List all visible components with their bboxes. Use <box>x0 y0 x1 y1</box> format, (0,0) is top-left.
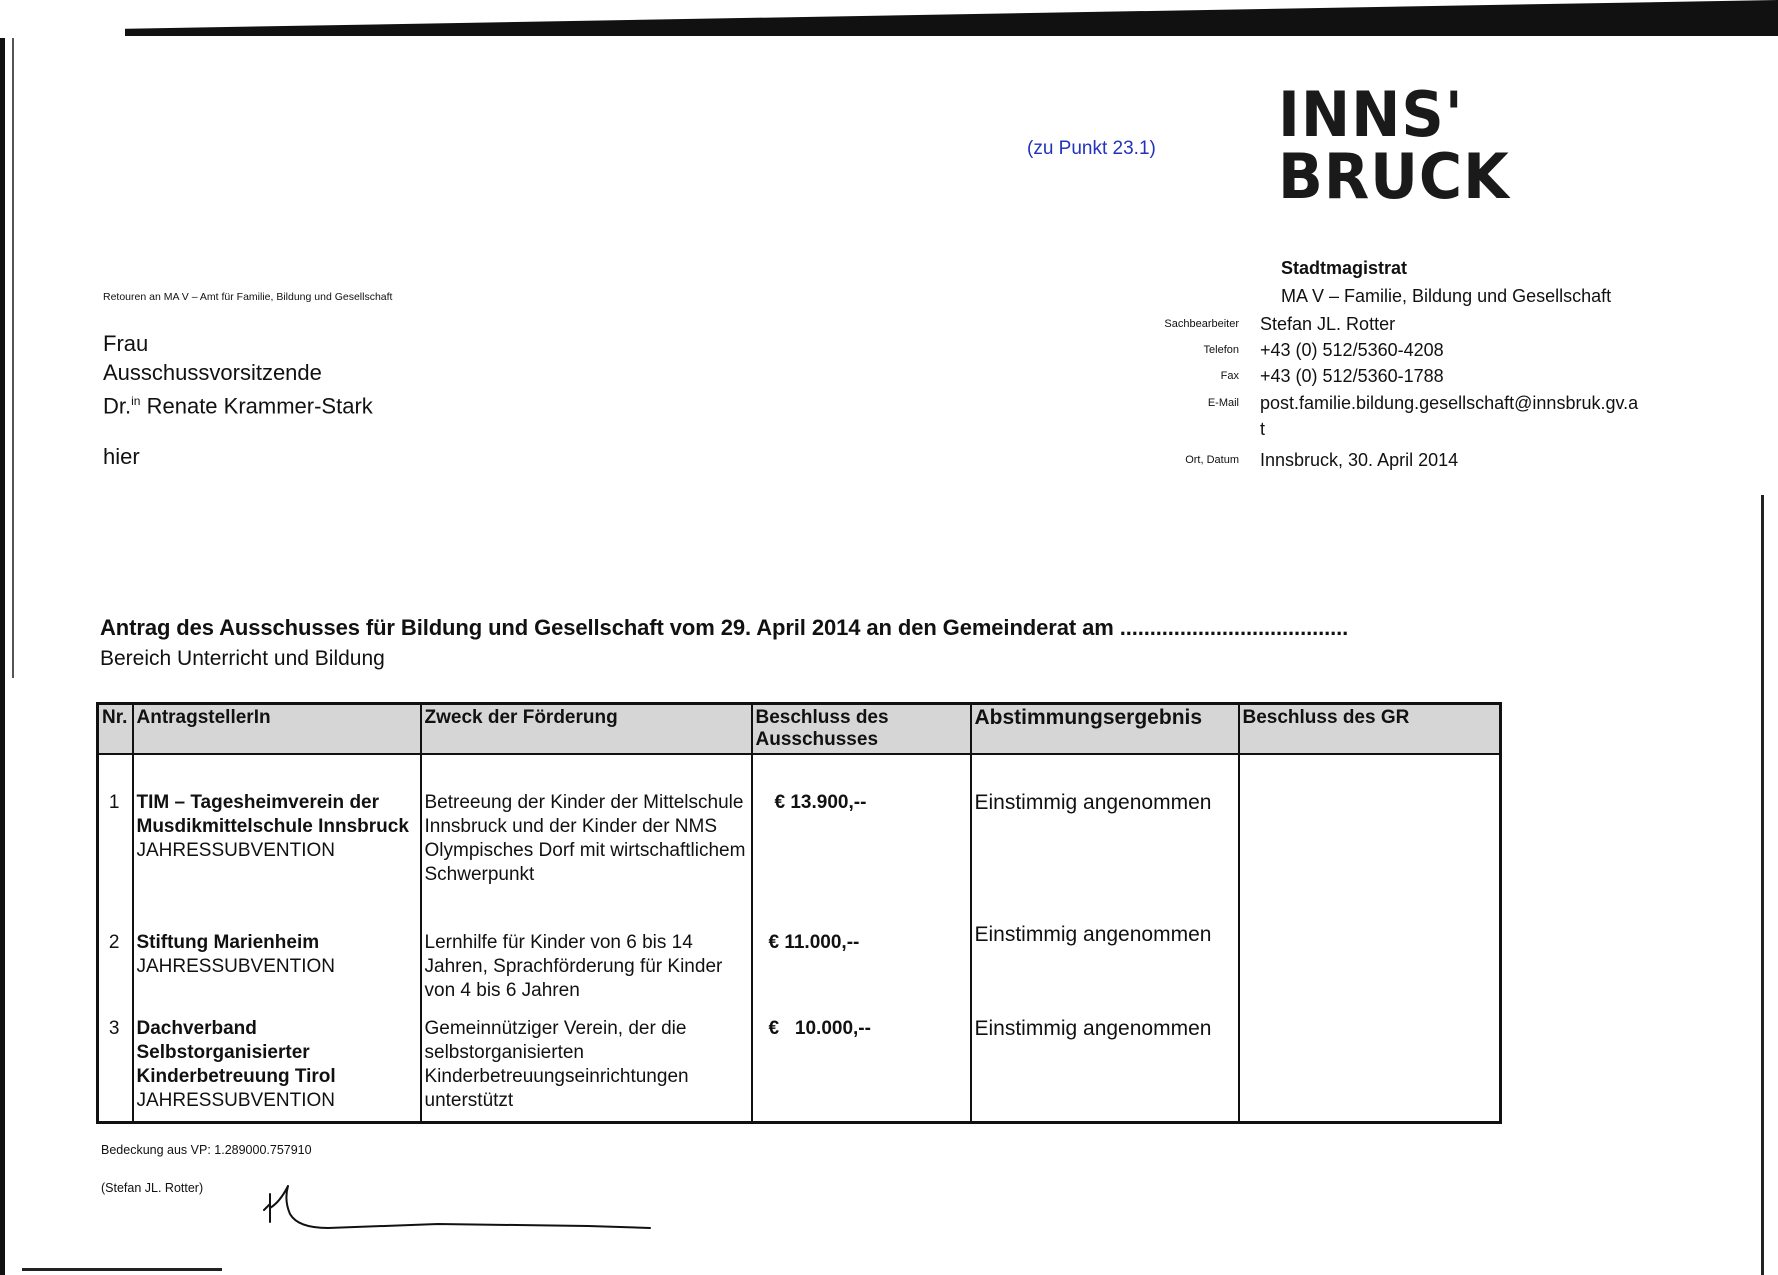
signature-image <box>258 1172 658 1242</box>
info-label: Telefon <box>1203 344 1239 356</box>
logo-line-2: BRUCK <box>1278 140 1510 213</box>
cell-applicant <box>133 1005 421 1123</box>
return-address: Retouren an MA V – Amt für Familie, Bildung und Gesellschaft <box>103 291 393 303</box>
subsidy-table <box>96 702 1502 1124</box>
cell-vote: Einstimmig angenommen <box>971 754 1239 903</box>
header-decision-committee: Beschluss des Ausschusses <box>752 704 971 755</box>
info-row-fax <box>1130 363 1670 389</box>
cell-amount: € 11.000,-- <box>752 903 971 1005</box>
cell-nr: 1 <box>98 754 133 903</box>
cell-applicant <box>133 903 421 1005</box>
cell-gr <box>1239 903 1501 1005</box>
cell-nr: 2 <box>98 903 133 1005</box>
recipient-name-line <box>103 387 373 420</box>
cell-gr <box>1239 1005 1501 1123</box>
scan-left-thin-line <box>12 38 14 678</box>
motion-title: Antrag des Ausschusses für Bildung und Gesellschaft vom 29. April 2014 an den Gemeinderat am ...................................... <box>100 615 1349 640</box>
applicant-type: JAHRESSUBVENTION <box>136 1090 335 1111</box>
budget-coverage: Bedeckung aus VP: 1.289000.757910 <box>101 1143 312 1157</box>
recipient-role: Ausschussvorsitzende <box>103 360 322 385</box>
scan-bottom-line <box>22 1268 222 1271</box>
info-label: E-Mail <box>1207 397 1239 409</box>
info-value: +43 (0) 512/5360-1788 <box>1260 366 1444 386</box>
info-row-phone <box>1130 337 1670 363</box>
applicant-name: TIM – Tagesheimverein der Musdikmittelschule Innsbruck <box>136 792 409 837</box>
office-department: MA V – Familie, Bildung und Gesellschaft <box>1281 286 1612 306</box>
info-row-email <box>1130 390 1670 442</box>
cell-amount: € 10.000,-- <box>752 1005 971 1123</box>
info-value: Innsbruck, 30. April 2014 <box>1260 450 1459 470</box>
motion-subtitle: Bereich Unterricht und Bildung <box>100 647 385 670</box>
recipient-name: Renate Krammer-Stark <box>146 393 373 419</box>
header-purpose: Zweck der Förderung <box>421 704 752 755</box>
table-row <box>98 1005 1501 1123</box>
header-decision-gr: Beschluss des GR <box>1239 704 1501 755</box>
cell-gr <box>1239 754 1501 903</box>
info-value: Stefan JL. Rotter <box>1260 314 1396 334</box>
innsbruck-logo <box>1278 78 1522 213</box>
cell-vote: Einstimmig angenommen <box>971 1005 1239 1123</box>
recipient-salutation: Frau <box>103 331 149 356</box>
cell-purpose: Betreeung der Kinder der Mittelschule Innsbruck und der Kinder der NMS Olympisches Dorf mit wirtschaftlichem Schwerpunkt <box>421 754 752 903</box>
scan-right-edge <box>1761 495 1764 1275</box>
header-applicant: AntragstellerIn <box>133 704 421 755</box>
recipient-title: Dr. <box>103 393 132 419</box>
cell-purpose: Lernhilfe für Kinder von 6 bis 14 Jahren, Sprachförderung für Kinder von 4 bis 6 Jahren <box>421 903 752 1005</box>
info-label: Sachbearbeiter <box>1164 318 1239 330</box>
recipient-title-sup: in <box>131 394 141 408</box>
header-nr: Nr. <box>98 704 133 755</box>
email-link[interactable]: post.familie.bildung.gesellschaft@innsbruk.gv.at <box>1260 393 1639 439</box>
office-name: Stadtmagistrat <box>1281 258 1408 278</box>
table-header-row <box>98 704 1501 755</box>
info-row-place-date <box>1130 447 1670 473</box>
applicant-type: JAHRESSUBVENTION <box>136 956 335 977</box>
cell-amount: € 13.900,-- <box>752 754 971 903</box>
table-row <box>98 903 1501 1005</box>
info-value: +43 (0) 512/5360-4208 <box>1260 340 1444 360</box>
recipient-block <box>103 329 373 420</box>
cell-applicant <box>133 754 421 903</box>
info-label: Fax <box>1220 370 1239 382</box>
info-row-case-officer <box>1130 311 1670 337</box>
signer-name: (Stefan JL. Rotter) <box>101 1181 204 1195</box>
logo-line-1: INNS' <box>1278 78 1464 151</box>
info-label: Ort, Datum <box>1185 454 1239 466</box>
header-vote-result: Abstimmungsergebnis <box>971 704 1239 755</box>
cell-purpose: Gemeinnütziger Verein, der die selbstorganisierten Kinderbetreuungseinrichtungen unterstützt <box>421 1005 752 1123</box>
table-row <box>98 754 1501 903</box>
applicant-name: Stiftung Marienheim <box>136 932 320 953</box>
applicant-name: Dachverband Selbstorganisierter Kinderbetreuung Tirol <box>136 1018 336 1087</box>
scan-top-bar <box>125 0 1778 36</box>
cell-vote: Einstimmig angenommen <box>971 903 1239 1005</box>
cell-nr: 3 <box>98 1005 133 1123</box>
agenda-reference: (zu Punkt 23.1) <box>1027 138 1156 159</box>
applicant-type: JAHRESSUBVENTION <box>136 840 335 861</box>
recipient-location: hier <box>103 444 140 469</box>
scan-left-edge <box>0 38 5 1275</box>
